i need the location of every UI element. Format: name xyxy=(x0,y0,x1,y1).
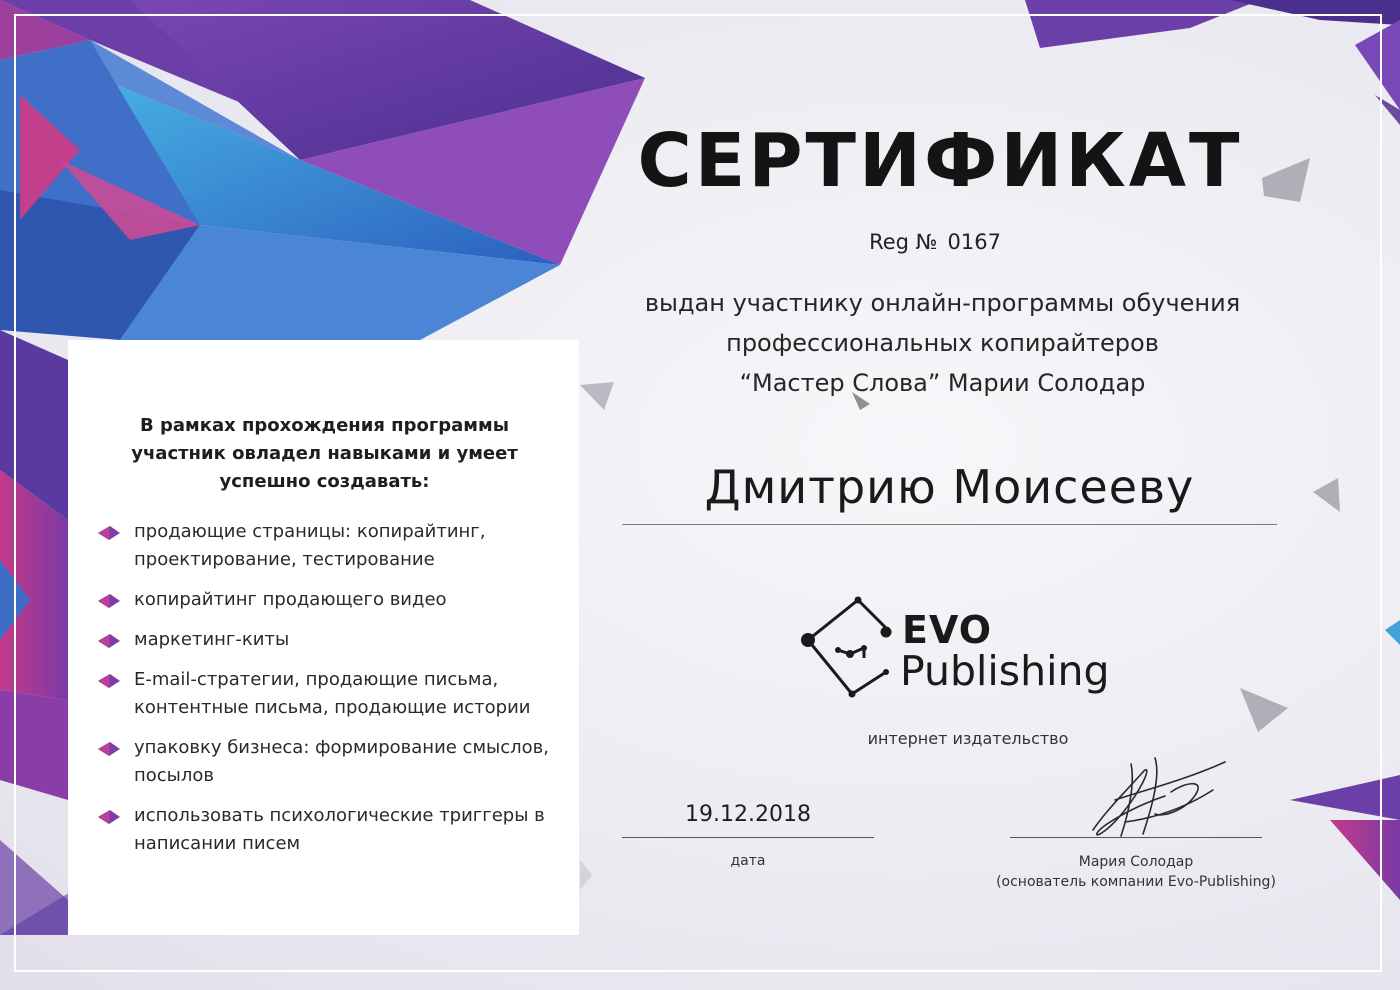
evo-publishing-logo xyxy=(798,596,1118,706)
list-item xyxy=(98,626,551,654)
list-item xyxy=(98,802,551,858)
list-item xyxy=(98,734,551,790)
date-label: дата xyxy=(730,853,766,869)
issued-text xyxy=(620,283,1265,403)
skills-intro: В рамках прохождения программы участник овладел навыками и умеет успешно создавать: xyxy=(131,415,518,492)
handwritten-signature xyxy=(1085,752,1235,847)
skill-text: копирайтинг продающего видео xyxy=(134,589,447,610)
logo-network-icon xyxy=(798,596,898,706)
registration-number xyxy=(780,230,1090,254)
logo-word-publishing: Publishing xyxy=(900,647,1110,695)
list-item xyxy=(98,586,551,614)
list-item xyxy=(98,666,551,722)
diamond-bullet-icon xyxy=(98,594,120,608)
issued-line: “Мастер Слова” Марии Солодар xyxy=(739,369,1146,397)
reg-label: Reg № xyxy=(869,230,938,254)
diamond-bullet-icon xyxy=(98,742,120,756)
issued-line: выдан участнику онлайн-программы обучения xyxy=(644,289,1241,317)
name-underline xyxy=(622,524,1277,525)
issued-line: профессиональных копирайтеров xyxy=(726,329,1159,357)
skill-text: E-mail-стратегии, продающие письма, контентные письма, продающие истории xyxy=(134,669,531,718)
skill-text: маркетинг-киты xyxy=(134,629,290,650)
diamond-bullet-icon xyxy=(98,810,120,824)
diamond-bullet-icon xyxy=(98,634,120,648)
issue-date: 19.12.2018 xyxy=(685,802,811,827)
date-underline xyxy=(622,837,874,838)
skills-list xyxy=(98,518,551,858)
recipient-name: Дмитрию Моисееву xyxy=(704,460,1195,514)
logo-tagline: интернет издательство xyxy=(867,729,1069,748)
diamond-bullet-icon xyxy=(98,674,120,688)
signature-underline xyxy=(1010,837,1262,838)
diamond-bullet-icon xyxy=(98,526,120,540)
skill-text: упаковку бизнеса: формирование смыслов, посылов xyxy=(134,737,549,786)
skills-card xyxy=(68,340,579,935)
skill-text: продающие страницы: копирайтинг, проектирование, тестирование xyxy=(134,521,486,570)
signer-block xyxy=(990,852,1282,892)
signer-role: (основатель компании Evo-Publishing) xyxy=(996,874,1276,890)
signer-name: Мария Солодар xyxy=(1078,854,1194,870)
skill-text: использовать психологические триггеры в написании писем xyxy=(134,805,545,854)
logo-word-evo: EVO xyxy=(902,608,993,652)
certificate-title: СЕРТИФИКАТ xyxy=(637,118,1243,204)
list-item xyxy=(98,518,551,574)
reg-value: 0167 xyxy=(947,230,1001,254)
